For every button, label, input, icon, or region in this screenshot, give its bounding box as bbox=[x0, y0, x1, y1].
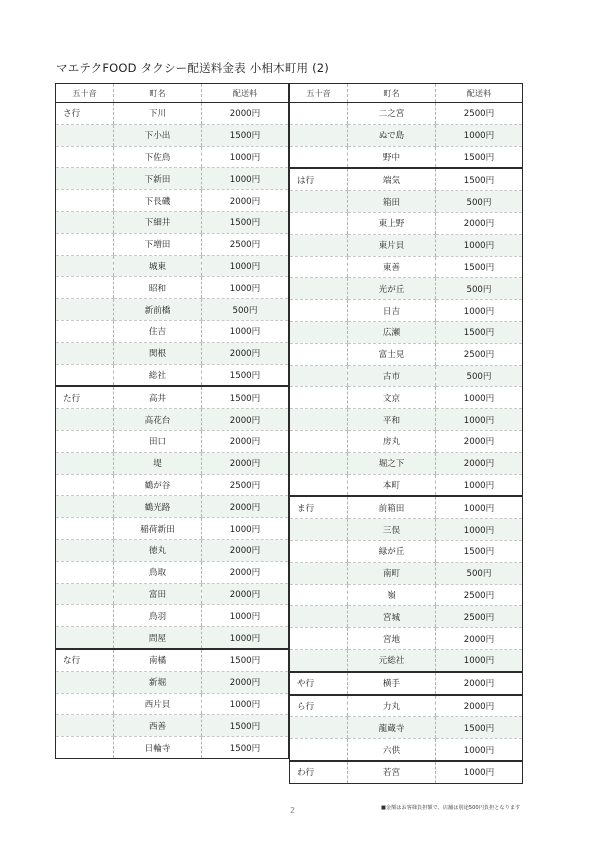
fee-cell: 1500円 bbox=[436, 168, 523, 190]
town-cell: 新堀 bbox=[114, 671, 202, 693]
table-row bbox=[56, 671, 289, 693]
group-cell bbox=[290, 452, 348, 474]
town-cell: 問屋 bbox=[114, 627, 202, 649]
town-cell: 西片貝 bbox=[114, 693, 202, 715]
table-row bbox=[56, 693, 289, 715]
town-cell: 堀之下 bbox=[348, 452, 436, 474]
fee-cell: 1500円 bbox=[202, 124, 289, 146]
group-cell: や行 bbox=[290, 672, 348, 695]
table-row bbox=[290, 562, 523, 584]
fee-cell: 2000円 bbox=[202, 561, 289, 583]
table-row bbox=[56, 211, 289, 233]
group-cell bbox=[56, 277, 114, 299]
town-cell: 野中 bbox=[348, 146, 436, 168]
table-row bbox=[56, 518, 289, 540]
table-row bbox=[56, 430, 289, 452]
page-title: マエテクFOOD タクシー配送料金表 小相木町用 (2) bbox=[56, 61, 329, 75]
town-cell: 房丸 bbox=[348, 430, 436, 452]
table-row bbox=[290, 761, 523, 783]
group-cell bbox=[56, 715, 114, 737]
fee-cell: 2000円 bbox=[436, 628, 523, 650]
group-cell: わ行 bbox=[290, 761, 348, 783]
header-fee: 配送料 bbox=[436, 84, 523, 103]
fee-cell: 2500円 bbox=[436, 343, 523, 365]
table-row bbox=[290, 387, 523, 409]
town-cell: 本町 bbox=[348, 474, 436, 496]
fee-cell: 2000円 bbox=[202, 342, 289, 364]
fee-cell: 2000円 bbox=[436, 430, 523, 452]
town-cell: 日吉 bbox=[348, 300, 436, 322]
fee-cell: 2000円 bbox=[436, 212, 523, 234]
town-cell: 前箱田 bbox=[348, 496, 436, 518]
fee-cell: 1000円 bbox=[436, 519, 523, 541]
fee-cell: 1500円 bbox=[436, 321, 523, 343]
group-cell bbox=[290, 540, 348, 562]
fee-cell: 2000円 bbox=[202, 496, 289, 518]
table-row bbox=[290, 124, 523, 146]
town-cell: 下増田 bbox=[114, 233, 202, 255]
table-row bbox=[290, 256, 523, 278]
fee-cell: 2000円 bbox=[202, 103, 289, 125]
table-row bbox=[56, 255, 289, 277]
table-row bbox=[56, 605, 289, 627]
group-cell: な行 bbox=[56, 649, 114, 671]
town-cell: 広瀬 bbox=[348, 321, 436, 343]
town-cell: 嶺 bbox=[348, 584, 436, 606]
town-cell: 富田 bbox=[114, 583, 202, 605]
fee-cell: 1000円 bbox=[202, 518, 289, 540]
fee-cell: 1500円 bbox=[436, 540, 523, 562]
town-cell: 住吉 bbox=[114, 320, 202, 342]
table-row bbox=[290, 628, 523, 650]
fee-table-left bbox=[55, 83, 289, 759]
fee-cell: 1000円 bbox=[436, 300, 523, 322]
town-cell: 南橘 bbox=[114, 649, 202, 671]
town-cell: 東善 bbox=[348, 256, 436, 278]
table-row bbox=[290, 343, 523, 365]
group-cell bbox=[290, 300, 348, 322]
fee-cell: 500円 bbox=[202, 299, 289, 321]
group-cell bbox=[290, 278, 348, 300]
table-row bbox=[290, 365, 523, 387]
table-row bbox=[56, 386, 289, 408]
fee-cell: 2000円 bbox=[202, 430, 289, 452]
group-cell bbox=[56, 561, 114, 583]
group-cell bbox=[290, 739, 348, 761]
town-cell: 西善 bbox=[114, 715, 202, 737]
group-cell bbox=[290, 606, 348, 628]
table-row bbox=[290, 409, 523, 431]
group-cell bbox=[290, 256, 348, 278]
town-cell: 日輪寺 bbox=[114, 737, 202, 759]
fee-cell: 1000円 bbox=[436, 409, 523, 431]
group-cell bbox=[290, 430, 348, 452]
group-cell bbox=[290, 321, 348, 343]
group-cell bbox=[56, 146, 114, 168]
group-cell: ら行 bbox=[290, 695, 348, 717]
header-group: 五十音 bbox=[56, 84, 114, 103]
town-cell: 宮城 bbox=[348, 606, 436, 628]
fee-cell: 1000円 bbox=[436, 234, 523, 256]
group-cell bbox=[290, 191, 348, 213]
group-cell bbox=[56, 320, 114, 342]
group-cell bbox=[290, 387, 348, 409]
fee-cell: 2000円 bbox=[202, 452, 289, 474]
fee-cell: 1500円 bbox=[202, 737, 289, 759]
fee-cell: 1000円 bbox=[202, 146, 289, 168]
fee-cell: 500円 bbox=[436, 562, 523, 584]
group-cell bbox=[56, 364, 114, 386]
table-row bbox=[56, 320, 289, 342]
table-row bbox=[290, 739, 523, 761]
fee-cell: 1000円 bbox=[436, 496, 523, 518]
fee-cell: 2000円 bbox=[202, 190, 289, 212]
town-cell: 田口 bbox=[114, 430, 202, 452]
table-row bbox=[56, 299, 289, 321]
table-row bbox=[56, 496, 289, 518]
table-row bbox=[290, 672, 523, 695]
fee-cell: 1000円 bbox=[202, 320, 289, 342]
fee-cell: 2000円 bbox=[202, 409, 289, 431]
group-cell bbox=[56, 409, 114, 431]
town-cell: 徳丸 bbox=[114, 539, 202, 561]
group-cell bbox=[56, 496, 114, 518]
fee-cell: 1000円 bbox=[436, 124, 523, 146]
fee-cell: 1000円 bbox=[202, 255, 289, 277]
group-cell bbox=[56, 211, 114, 233]
table-row bbox=[56, 103, 289, 125]
group-cell bbox=[56, 671, 114, 693]
town-cell: 総社 bbox=[114, 364, 202, 386]
town-cell: 下長磯 bbox=[114, 190, 202, 212]
table-row bbox=[290, 278, 523, 300]
table-row bbox=[56, 539, 289, 561]
town-cell: 二之宮 bbox=[348, 103, 436, 125]
fee-table-right-body bbox=[290, 103, 523, 784]
town-cell: 古市 bbox=[348, 365, 436, 387]
table-row bbox=[290, 474, 523, 496]
group-cell bbox=[290, 717, 348, 739]
table-row bbox=[56, 342, 289, 364]
table-row bbox=[56, 452, 289, 474]
group-cell bbox=[56, 430, 114, 452]
table-row bbox=[56, 649, 289, 671]
town-cell: 稲荷新田 bbox=[114, 518, 202, 540]
fee-cell: 2500円 bbox=[202, 474, 289, 496]
town-cell: 城東 bbox=[114, 255, 202, 277]
fee-cell: 1500円 bbox=[202, 364, 289, 386]
town-cell: 関根 bbox=[114, 342, 202, 364]
fee-cell: 500円 bbox=[436, 278, 523, 300]
fee-cell: 2500円 bbox=[436, 606, 523, 628]
table-row bbox=[56, 168, 289, 190]
town-cell: 緑が丘 bbox=[348, 540, 436, 562]
table-row bbox=[290, 540, 523, 562]
table-row bbox=[56, 627, 289, 649]
table-row bbox=[290, 695, 523, 717]
town-cell: 下川 bbox=[114, 103, 202, 125]
group-cell bbox=[290, 519, 348, 541]
table-row bbox=[56, 409, 289, 431]
fee-cell: 500円 bbox=[436, 191, 523, 213]
table-row bbox=[56, 190, 289, 212]
table-row bbox=[290, 519, 523, 541]
table-row bbox=[290, 146, 523, 168]
group-cell bbox=[56, 342, 114, 364]
fee-cell: 2500円 bbox=[436, 584, 523, 606]
table-row bbox=[56, 233, 289, 255]
town-cell: 力丸 bbox=[348, 695, 436, 717]
header-town: 町名 bbox=[114, 84, 202, 103]
town-cell: 堤 bbox=[114, 452, 202, 474]
town-cell: 高井 bbox=[114, 386, 202, 408]
fee-cell: 1500円 bbox=[202, 211, 289, 233]
fee-cell: 2000円 bbox=[436, 695, 523, 717]
fee-cell: 2000円 bbox=[202, 539, 289, 561]
town-cell: 新前橋 bbox=[114, 299, 202, 321]
group-cell bbox=[56, 255, 114, 277]
fee-cell: 1000円 bbox=[202, 627, 289, 649]
table-row bbox=[290, 103, 523, 125]
table-row bbox=[290, 212, 523, 234]
group-cell: ま行 bbox=[290, 496, 348, 518]
town-cell: 平和 bbox=[348, 409, 436, 431]
fee-cell: 500円 bbox=[436, 365, 523, 387]
header-town: 町名 bbox=[348, 84, 436, 103]
group-cell bbox=[56, 583, 114, 605]
town-cell: 元総社 bbox=[348, 649, 436, 671]
group-cell bbox=[56, 627, 114, 649]
group-cell bbox=[290, 628, 348, 650]
fee-cell: 2000円 bbox=[202, 671, 289, 693]
town-cell: ぬで島 bbox=[348, 124, 436, 146]
group-cell bbox=[290, 124, 348, 146]
town-cell: 下佐鳥 bbox=[114, 146, 202, 168]
fee-cell: 1000円 bbox=[202, 277, 289, 299]
group-cell bbox=[56, 518, 114, 540]
table-row bbox=[290, 717, 523, 739]
fee-cell: 1000円 bbox=[436, 474, 523, 496]
town-cell: 端気 bbox=[348, 168, 436, 190]
group-cell bbox=[56, 737, 114, 759]
fee-table-left-body bbox=[56, 103, 289, 759]
town-cell: 横手 bbox=[348, 672, 436, 695]
town-cell: 鶴が谷 bbox=[114, 474, 202, 496]
town-cell: 下細井 bbox=[114, 211, 202, 233]
table-row bbox=[290, 649, 523, 671]
group-cell bbox=[56, 474, 114, 496]
group-cell bbox=[290, 343, 348, 365]
fee-cell: 1000円 bbox=[202, 693, 289, 715]
town-cell: 鶴光路 bbox=[114, 496, 202, 518]
town-cell: 龍蔵寺 bbox=[348, 717, 436, 739]
table-header bbox=[56, 84, 289, 103]
group-cell bbox=[56, 233, 114, 255]
group-cell: さ行 bbox=[56, 103, 114, 125]
town-cell: 富士見 bbox=[348, 343, 436, 365]
table-header bbox=[290, 84, 523, 103]
table-row bbox=[290, 584, 523, 606]
group-cell bbox=[56, 190, 114, 212]
fee-cell: 1500円 bbox=[436, 256, 523, 278]
fee-cell: 1000円 bbox=[202, 168, 289, 190]
page-number: 2 bbox=[290, 806, 296, 815]
town-cell: 光が丘 bbox=[348, 278, 436, 300]
town-cell: 下新田 bbox=[114, 168, 202, 190]
table-row bbox=[290, 234, 523, 256]
table-row bbox=[56, 715, 289, 737]
fee-cell: 1000円 bbox=[202, 605, 289, 627]
town-cell: 文京 bbox=[348, 387, 436, 409]
fee-cell: 1000円 bbox=[436, 387, 523, 409]
group-cell bbox=[290, 234, 348, 256]
group-cell bbox=[56, 605, 114, 627]
town-cell: 若宮 bbox=[348, 761, 436, 783]
town-cell: 南町 bbox=[348, 562, 436, 584]
table-row bbox=[290, 191, 523, 213]
group-cell bbox=[290, 562, 348, 584]
table-row bbox=[56, 583, 289, 605]
group-cell bbox=[56, 452, 114, 474]
group-cell bbox=[56, 299, 114, 321]
fee-table-right bbox=[289, 83, 523, 784]
town-cell: 箱田 bbox=[348, 191, 436, 213]
town-cell: 昭和 bbox=[114, 277, 202, 299]
table-row bbox=[290, 321, 523, 343]
table-row bbox=[56, 474, 289, 496]
table-row bbox=[56, 277, 289, 299]
group-cell bbox=[290, 409, 348, 431]
table-row bbox=[56, 124, 289, 146]
group-cell bbox=[290, 103, 348, 125]
town-cell: 三俣 bbox=[348, 519, 436, 541]
fee-cell: 1500円 bbox=[202, 715, 289, 737]
table-row bbox=[290, 452, 523, 474]
fee-cell: 1500円 bbox=[202, 386, 289, 408]
town-cell: 宮地 bbox=[348, 628, 436, 650]
group-cell bbox=[56, 693, 114, 715]
fee-cell: 1000円 bbox=[436, 761, 523, 783]
group-cell bbox=[290, 365, 348, 387]
table-row bbox=[56, 737, 289, 759]
town-cell: 鳥取 bbox=[114, 561, 202, 583]
town-cell: 下小出 bbox=[114, 124, 202, 146]
table-row bbox=[290, 606, 523, 628]
fee-cell: 1500円 bbox=[436, 717, 523, 739]
town-cell: 高花台 bbox=[114, 409, 202, 431]
fee-cell: 1500円 bbox=[202, 649, 289, 671]
fee-cell: 1000円 bbox=[436, 649, 523, 671]
fee-cell: 2000円 bbox=[202, 583, 289, 605]
table-row bbox=[56, 561, 289, 583]
table-row bbox=[290, 496, 523, 518]
header-group: 五十音 bbox=[290, 84, 348, 103]
group-cell bbox=[56, 168, 114, 190]
fee-cell: 2500円 bbox=[202, 233, 289, 255]
table-row bbox=[290, 430, 523, 452]
town-cell: 鳥羽 bbox=[114, 605, 202, 627]
fee-cell: 2000円 bbox=[436, 452, 523, 474]
group-cell bbox=[290, 212, 348, 234]
fee-cell: 2500円 bbox=[436, 103, 523, 125]
fee-cell: 1000円 bbox=[436, 739, 523, 761]
table-row bbox=[56, 364, 289, 386]
group-cell bbox=[56, 124, 114, 146]
group-cell bbox=[56, 539, 114, 561]
group-cell bbox=[290, 474, 348, 496]
town-cell: 六供 bbox=[348, 739, 436, 761]
town-cell: 東片貝 bbox=[348, 234, 436, 256]
group-cell bbox=[290, 584, 348, 606]
fee-cell: 1500円 bbox=[436, 146, 523, 168]
table-row bbox=[290, 168, 523, 190]
group-cell bbox=[290, 146, 348, 168]
group-cell: た行 bbox=[56, 386, 114, 408]
fee-cell: 2000円 bbox=[436, 672, 523, 695]
table-row bbox=[290, 300, 523, 322]
footnote: ■金額はお客様負担額で、店舗は別途500円負担となります bbox=[381, 805, 521, 811]
header-fee: 配送料 bbox=[202, 84, 289, 103]
table-row bbox=[56, 146, 289, 168]
group-cell: は行 bbox=[290, 168, 348, 190]
town-cell: 東上野 bbox=[348, 212, 436, 234]
group-cell bbox=[290, 649, 348, 671]
